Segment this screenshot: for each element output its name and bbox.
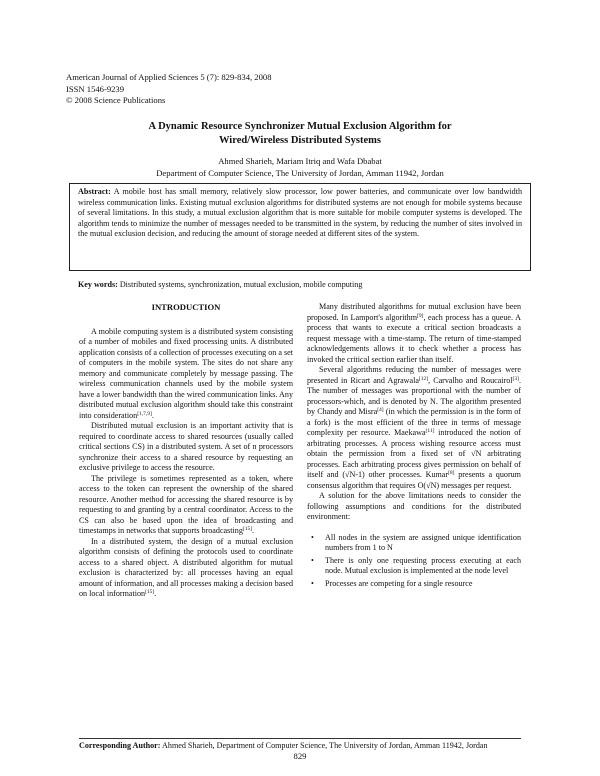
intro-paragraph-4-text: In a distributed system, the design of a mutual exclusion algorithm consists of defining the protocols used to coordinate access to a shared object. A distributed algorithm for mutual exclusion is characterized by: all processes having an equal amount of information, and all processes making a decision based on local information: [79, 536, 293, 598]
left-column: [79, 302, 293, 600]
citation-ref: [9]: [417, 312, 424, 319]
right-column: [307, 302, 521, 591]
right-paragraph-2-text-a: Several algorithms reducing the number of messages were presented in Ricart and Agrawala: [307, 365, 521, 385]
title-line-2: Wired/Wireless Distributed Systems: [219, 134, 381, 146]
intro-paragraph-4-end: .: [154, 589, 157, 598]
author-affiliation: Department of Computer Science, The University of Jordan, Amman 11942, Jordan: [156, 167, 444, 178]
citation-ref: [15]: [242, 526, 253, 532]
right-paragraph-2-text-f: presents a quorum consensus algorithm that requires O(√N) messages per request.: [307, 470, 521, 490]
keywords: [78, 280, 528, 291]
citation-ref: [3]: [512, 375, 519, 382]
citation-ref: [1,7,9]: [137, 410, 152, 417]
keywords-label: Key words:: [78, 280, 118, 289]
corresponding-author-label: Corresponding Author:: [79, 741, 161, 750]
footer-divider: [79, 738, 521, 739]
list-item: [307, 579, 521, 590]
abstract-box: [69, 183, 531, 271]
keywords-text: Distributed systems, synchronization, mutual exclusion, mobile computing: [117, 280, 363, 289]
right-paragraph-3: A solution for the above limitations needs to consider the following assumptions and conditions for the distributed environment:: [307, 491, 521, 521]
abstract-label: Abstract:: [78, 187, 111, 196]
author-names: Ahmed Sharieh, Mariam Itriq and Wafa Dbabat: [218, 156, 382, 166]
list-item-text: All nodes in the system are assigned unique identification numbers from 1 to N: [325, 532, 521, 552]
bullet-icon: •: [311, 555, 314, 565]
citation-ref: [8]: [448, 470, 455, 476]
journal-copyright: © 2008 Science Publications: [66, 95, 166, 106]
right-paragraph-2: [307, 365, 521, 491]
section-heading-introduction: INTRODUCTION: [151, 302, 221, 312]
intro-paragraph-4: [79, 537, 293, 600]
intro-paragraph-1-end: .: [151, 410, 154, 420]
right-paragraph-1-text-cont: , each process has a queue. A process that wants to execute a critical section broadcasts a request message with a time-stamp. The return of time-stamped acknowledgements allows it to check whether a process has invoked the critical section earlier than itself.: [307, 312, 521, 364]
intro-paragraph-3-end: .: [252, 526, 255, 535]
title-line-1: A Dynamic Resource Synchronizer Mutual Exclusion Algorithm for: [148, 121, 452, 132]
intro-paragraph-3: [79, 474, 293, 537]
citation-ref: [11]: [425, 428, 435, 434]
right-paragraph-1-text: Many distributed algorithms for mutual exclusion have been proposed. In Lamport's algorithm: [307, 302, 521, 322]
assumption-list: [307, 533, 521, 590]
intro-paragraph-3-text: The privilege is sometimes represented as a token, where access to the token can represent the ownership of the shared resource. Another method for accessing the shared resource is by requesting to and granting by a central coordinator. Access to the CS can also be based upon the idea of broadcasting and timestamps in networks that supports broadcasting: [79, 473, 293, 535]
bullet-icon: •: [311, 578, 314, 588]
right-paragraph-2-text-e: introduced the notion of arbitrating processes. A process wishing resource access must obtain the permission from a fixed set of √N arbitrating processes. Each arbitrating process gives permission on behalf of itself and (√N-1) other processes. Kumar: [307, 428, 521, 479]
list-item-text: There is only one requesting process executing at each node. Mutual exclusion is implemented at the node level: [325, 555, 521, 575]
list-item-text: Processes are competing for a single resource: [325, 578, 473, 588]
corresponding-author-text: Ahmed Sharieh, Department of Computer Science, The University of Jordan, Amman 11942, Jordan: [160, 741, 488, 750]
bullet-icon: •: [311, 532, 314, 542]
corresponding-author: [79, 741, 521, 752]
author-block: [80, 156, 520, 179]
intro-paragraph-1-text: A mobile computing system is a distributed system consisting of a number of mobiles and fixed processing units. A distributed application consists of a collection of processes executing on a set of computers in the mobile system. The sites do not share any memory and communicate completely by message passing. The wireless communication channels used by the mobile system have a lower bandwidth than the wired communication links. Any distributed mutual exclusion algorithm should take this constraint into consideration: [79, 326, 293, 420]
right-paragraph-2-text-b: , Carvalho and Roucairol: [428, 375, 513, 385]
intro-paragraph-2: Distributed mutual exclusion is an important activity that is required to coordinate access to shared resources (usually called critical sections CS) in a distributed system. A set of n processors synchronize their access to a shared resource by requesting an exclusive privilege to access the resource.: [79, 421, 293, 472]
right-paragraph-2-text-c: . The number of messages was proportional with the number of processors-which, and is denoted by N. The algorithm presented by Chandy and Misra: [307, 375, 521, 416]
list-item: [307, 533, 521, 554]
citation-ref: [12]: [418, 375, 429, 382]
abstract-text: A mobile host has small memory, relatively slow processor, low power batteries, and communicate over low bandwidth wireless communication links. Existing mutual exclusion algorithms for distributed systems are not enough for mobile systems because of several limitations. In this study, a mutual exclusion algorithm that is more suitable for mobile computer systems is developed. The algorithm tends to minimize the number of messages needed to be transmitted in the system, by reducing the number of sites involved in the mutual exclusion decision, and reducing the amount of storage needed at different sites of the system.: [78, 187, 522, 238]
intro-paragraph-1: [79, 327, 293, 422]
right-paragraph-2-text-d: (in which the permission is in the form of a fork) is the most efficient of the three in terms of message complexity per resource. Maekawa: [307, 407, 521, 437]
right-paragraph-1: [307, 302, 521, 365]
journal-info: [66, 72, 272, 107]
journal-citation: American Journal of Applied Sciences 5 (7): 829-834, 2008: [66, 72, 272, 82]
citation-ref: [4]: [377, 407, 384, 413]
citation-ref: [15]: [145, 589, 155, 595]
list-item: [307, 556, 521, 577]
journal-issn: ISSN 1546-9239: [66, 83, 125, 94]
page-number: 829: [293, 751, 307, 761]
paper-title: [80, 120, 520, 147]
